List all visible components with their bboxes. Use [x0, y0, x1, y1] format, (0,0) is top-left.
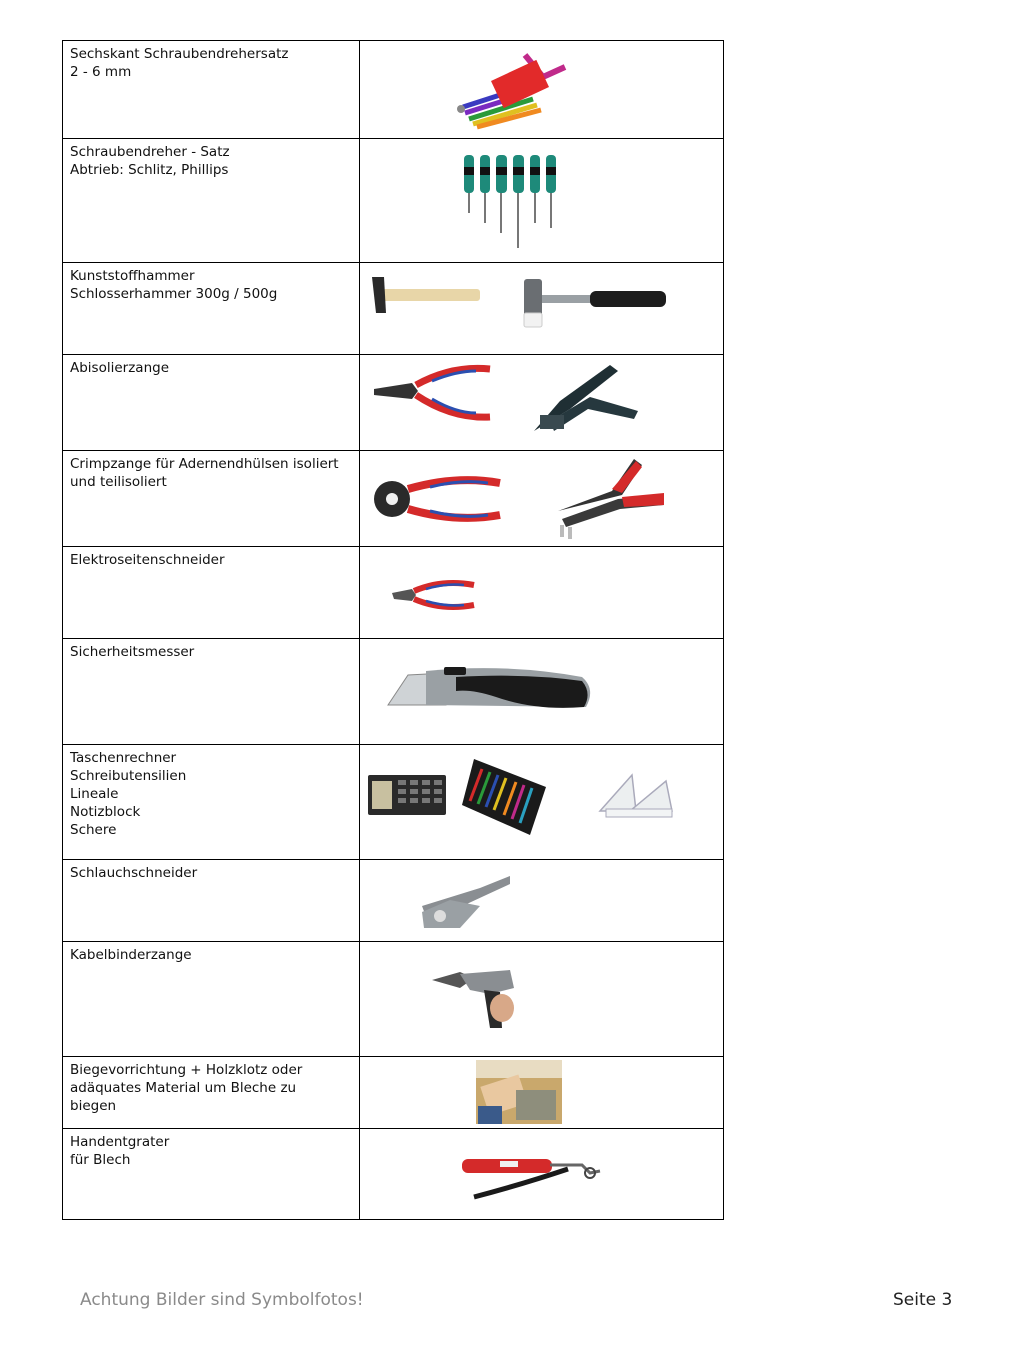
table-row [63, 355, 724, 451]
item-picture-cell [360, 942, 724, 1057]
item-picture-cell [360, 1057, 724, 1129]
automatic-wire-stripper-image [530, 361, 642, 439]
ruler-set-image [596, 771, 676, 819]
item-picture-cell [360, 547, 724, 639]
item-description: Sicherheitsmesser [63, 639, 360, 745]
table-row [63, 451, 724, 547]
table-row [63, 639, 724, 745]
item-description: Schlauchschneider [63, 860, 360, 942]
crimping-pliers-image [552, 455, 672, 543]
cable-tie-tool-image [430, 968, 520, 1032]
table-row [63, 139, 724, 263]
plastic-hammer-image [520, 277, 670, 331]
table-row [63, 860, 724, 942]
footer-note: Achtung Bilder sind Symbolfotos! [80, 1290, 364, 1310]
item-picture-cell [360, 745, 724, 860]
item-picture-cell [360, 451, 724, 547]
side-cutter-image [390, 577, 476, 613]
item-description: Handentgrater für Blech [63, 1129, 360, 1220]
bending-device-image [476, 1060, 562, 1124]
item-description: Kunststoffhammer Schlosserhammer 300g / 500g [63, 263, 360, 355]
table-row [63, 41, 724, 139]
hex-key-set-image [455, 47, 575, 131]
screwdriver-set-image [460, 153, 570, 253]
locksmith-hammer-image [368, 273, 480, 319]
page-number: Seite 3 [893, 1290, 953, 1310]
wire-stripper-image [372, 361, 494, 423]
item-picture-cell [360, 639, 724, 745]
ferrule-crimper-image [370, 469, 504, 529]
item-description: Sechskant Schraubendrehersatz 2 - 6 mm [63, 41, 360, 139]
safety-knife-image [386, 665, 594, 717]
item-description: Taschenrechner Schreibutensilien Lineale Notizblock Schere [63, 745, 360, 860]
table-row [63, 745, 724, 860]
hand-deburrer-image [460, 1151, 606, 1203]
item-description: Elektroseitenschneider [63, 547, 360, 639]
item-description: Schraubendreher - Satz Abtrieb: Schlitz, Phillips [63, 139, 360, 263]
table-row [63, 1057, 724, 1129]
table-row [63, 1129, 724, 1220]
item-picture-cell [360, 1129, 724, 1220]
table-row [63, 263, 724, 355]
item-picture-cell [360, 860, 724, 942]
item-description: Abisolierzange [63, 355, 360, 451]
table-row [63, 547, 724, 639]
pencil-case-image [460, 757, 550, 837]
item-picture-cell [360, 263, 724, 355]
item-picture-cell [360, 41, 724, 139]
hose-cutter-image [420, 872, 512, 930]
item-picture-cell [360, 355, 724, 451]
table-row [63, 942, 724, 1057]
item-picture-cell [360, 139, 724, 263]
item-description: Crimpzange für Adernendhülsen isoliert und teilisoliert [63, 451, 360, 547]
calculator-image [368, 775, 448, 815]
item-description: Kabelbinderzange [63, 942, 360, 1057]
tools-table [62, 40, 724, 1220]
item-description: Biegevorrichtung + Holzklotz oder adäquates Material um Bleche zu biegen [63, 1057, 360, 1129]
